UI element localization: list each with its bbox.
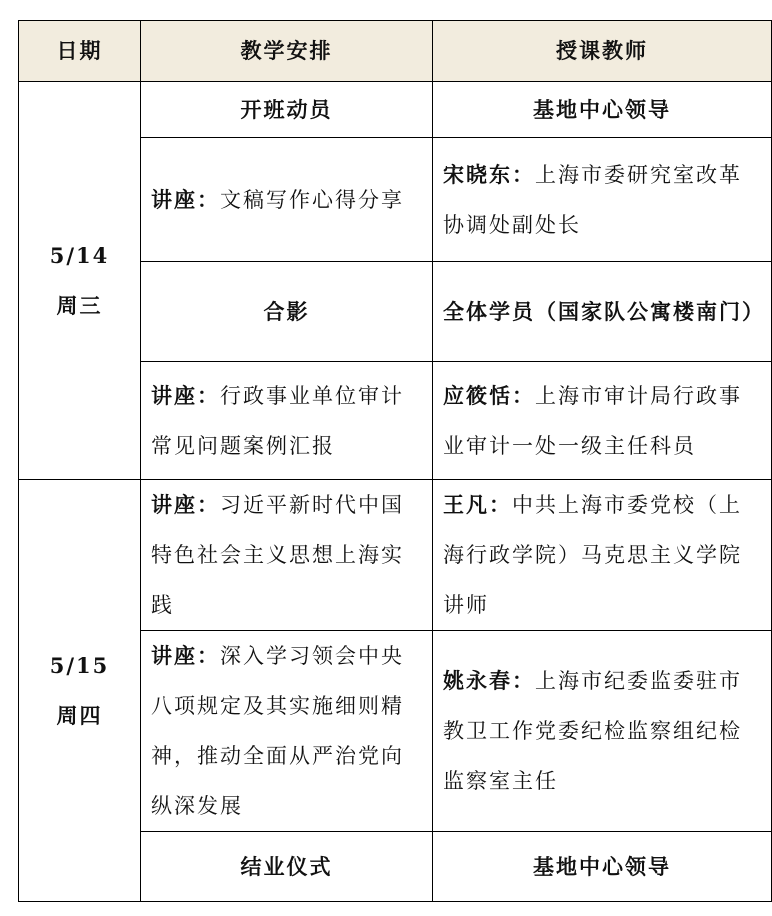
teacher-name: 姚永春： [443, 668, 535, 693]
table-row [19, 480, 772, 631]
teacher-cell: 全体学员（国家队公寓楼南门） [433, 262, 772, 362]
lecture-topic: 习近平新时代中国特色社会主义思想上海实践 [151, 493, 404, 617]
teacher-name: 王凡： [443, 492, 512, 517]
date-cell-day2 [19, 480, 141, 902]
teacher-title: 上海市委研究室改革协调处副处长 [443, 162, 742, 237]
schedule-cell: 合影 [141, 262, 433, 362]
schedule-cell: 结业仪式 [141, 832, 433, 902]
teacher-cell [433, 631, 772, 832]
date-value: 5/15 [49, 652, 110, 678]
lecture-prefix: 讲座： [151, 186, 220, 212]
schedule-cell [141, 480, 433, 631]
teacher-cell [433, 480, 772, 631]
teacher-cell: 基地中心领导 [433, 832, 772, 902]
teacher-cell: 基地中心领导 [433, 82, 772, 138]
teacher-title: 上海市审计局行政事业审计一处一级主任科员 [443, 383, 742, 458]
schedule-cell [141, 138, 433, 262]
table-row [19, 82, 772, 138]
header-row [19, 21, 772, 82]
schedule-cell [141, 631, 433, 832]
lecture-topic: 深入学习领会中央八项规定及其实施细则精神，推动全面从严治党向纵深发展 [151, 644, 404, 818]
lecture-prefix: 讲座： [151, 643, 220, 668]
weekday-value: 周四 [56, 702, 103, 728]
teacher-name: 应筱恬： [443, 382, 535, 408]
header-schedule: 教学安排 [141, 21, 433, 82]
schedule-cell: 开班动员 [141, 82, 433, 138]
teacher-cell [433, 138, 772, 262]
header-teacher: 授课教师 [433, 21, 772, 82]
header-date: 日期 [19, 21, 141, 82]
lecture-topic: 行政事业单位审计常见问题案例汇报 [151, 383, 404, 458]
schedule-table [18, 20, 772, 902]
teacher-title: 中共上海市委党校（上海行政学院）马克思主义学院讲师 [443, 493, 742, 617]
teacher-name: 宋晓东： [443, 161, 535, 187]
date-cell-day1 [19, 82, 141, 480]
schedule-cell [141, 362, 433, 480]
weekday-value: 周三 [56, 292, 103, 318]
teacher-cell [433, 362, 772, 480]
lecture-prefix: 讲座： [151, 382, 220, 408]
date-value: 5/14 [49, 242, 110, 268]
lecture-prefix: 讲座： [151, 492, 220, 517]
lecture-topic: 文稿写作心得分享 [220, 187, 404, 212]
teacher-title: 上海市纪委监委驻市教卫工作党委纪检监察组纪检监察室主任 [443, 669, 742, 793]
